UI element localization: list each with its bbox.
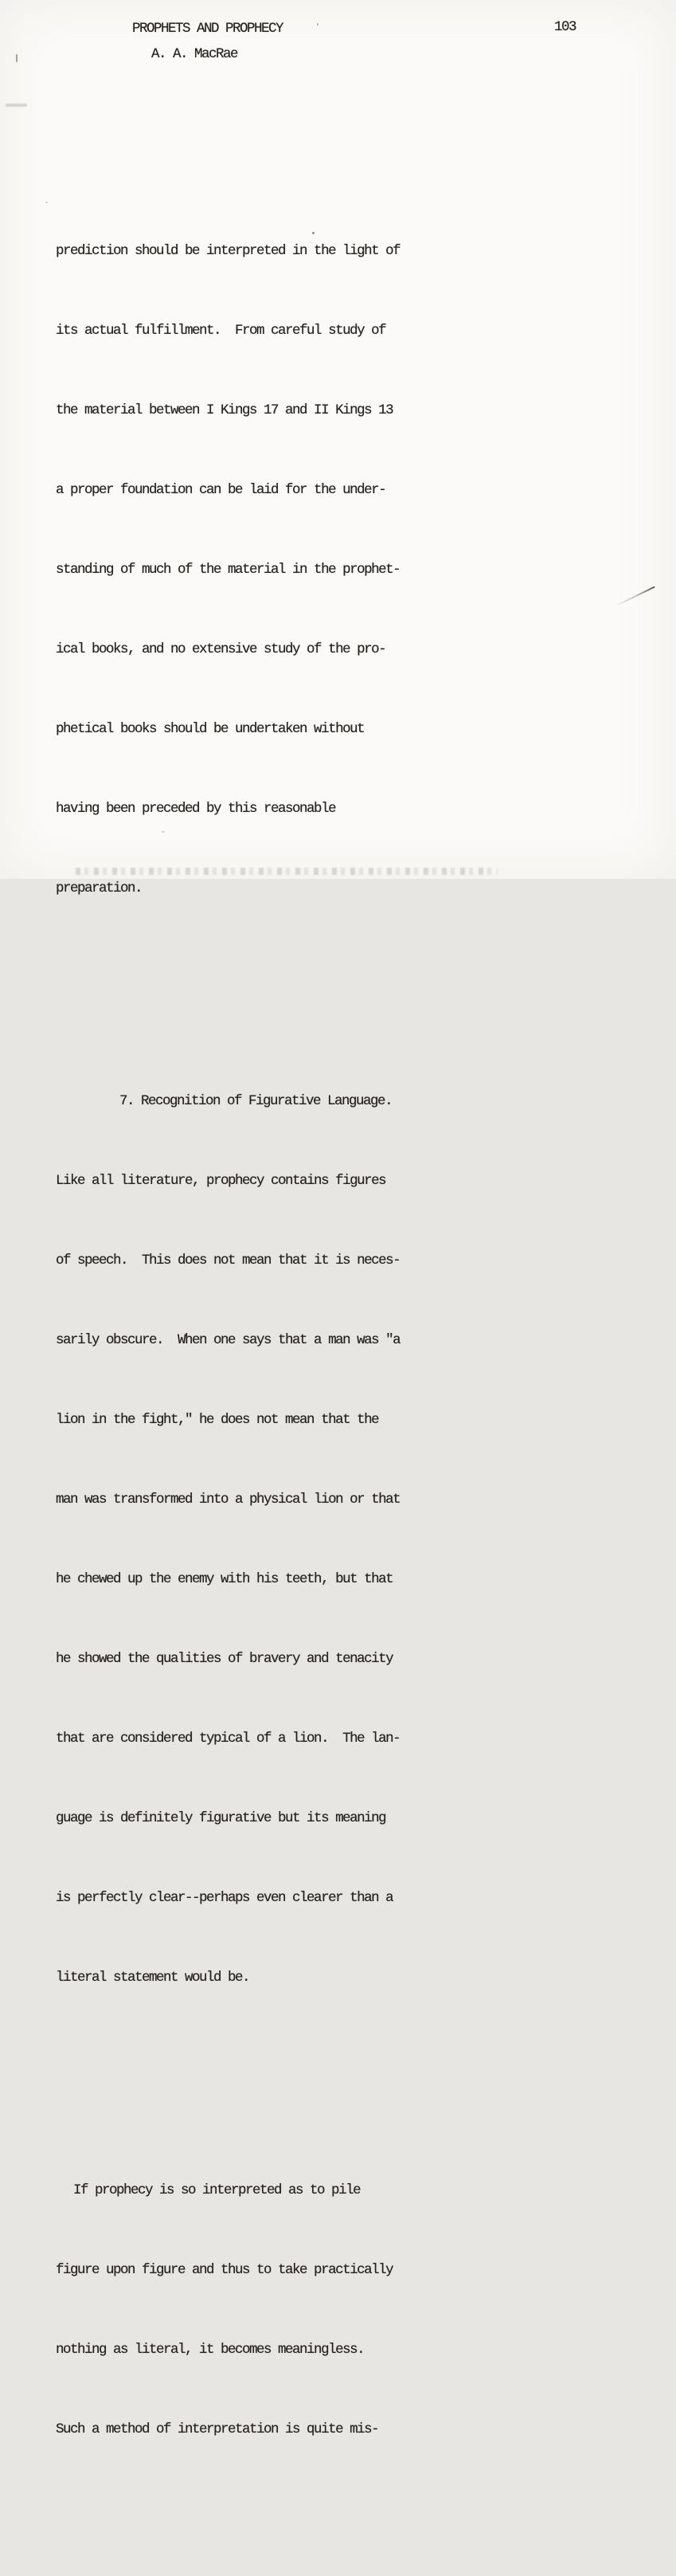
text-line: is perfectly clear--perhaps even clearer than a: [56, 1890, 393, 1907]
bleed-through-text-band: [76, 868, 498, 875]
text-line: of speech. This does not mean that it is neces-: [56, 1252, 401, 1268]
text-line: nothing as literal, it becomes meaningless.: [56, 2341, 365, 2358]
ink-speck: [16, 54, 18, 62]
text-line: having been preceded by this reasonable: [56, 800, 336, 817]
paragraph: [56, 185, 430, 955]
text-line: literal statement would be.: [56, 1970, 250, 1986]
ink-speck: [162, 831, 165, 833]
paragraph: [56, 2124, 430, 2496]
text-line: he chewed up the enemy with his teeth, but that: [56, 1570, 393, 1587]
text-line: its actual fulfillment. From careful study of: [56, 322, 386, 339]
ink-speck: [45, 202, 48, 203]
text-line: he showed the qualities of bravery and tenacity: [56, 1650, 393, 1667]
text-line: a proper foundation can be laid for the under-: [56, 481, 386, 498]
ink-speck: [312, 232, 315, 234]
text-line: phetical books should be undertaken without: [56, 720, 365, 737]
text-line: man was transformed into a physical lion or that: [56, 1491, 401, 1508]
text-line: that are considered typical of a lion. The lan-: [56, 1730, 401, 1747]
ink-speck: [272, 807, 273, 809]
page-title: PROPHETS AND PROPHECY: [132, 21, 283, 37]
text-line: 7. Recognition of Figurative Language.: [119, 1092, 393, 1109]
text-line: prediction should be interpreted in the light of: [56, 242, 401, 259]
body-text: [56, 105, 430, 2576]
ink-speck: [6, 104, 27, 107]
page-number: 103: [554, 19, 576, 35]
text-line: sarily obscure. When one says that a man was "a: [56, 1331, 401, 1348]
text-line: Such a method of interpretation is quite mis-: [56, 2421, 379, 2437]
ink-speck: [317, 23, 318, 25]
text-line: lion in the fight," he does not mean that the: [56, 1411, 379, 1428]
text-line: ical books, and no extensive study of the pro-: [56, 641, 386, 657]
paragraph: [56, 1035, 430, 2045]
text-line: If prophecy is so interpreted as to pile: [73, 2182, 361, 2198]
text-line: standing of much of the material in the prophet-: [56, 561, 401, 578]
text-line: the material between I Kings 17 and II Kings 13: [56, 402, 393, 418]
text-line: preparation.: [56, 880, 143, 896]
text-line: Like all literature, prophecy contains figures: [56, 1172, 386, 1189]
scratch-mark: [615, 586, 655, 607]
text-line: figure upon figure and thus to take practically: [56, 2261, 393, 2278]
text-line: guage is definitely figurative but its meaning: [56, 1810, 386, 1826]
author-name: A. A. MacRae: [151, 46, 238, 62]
